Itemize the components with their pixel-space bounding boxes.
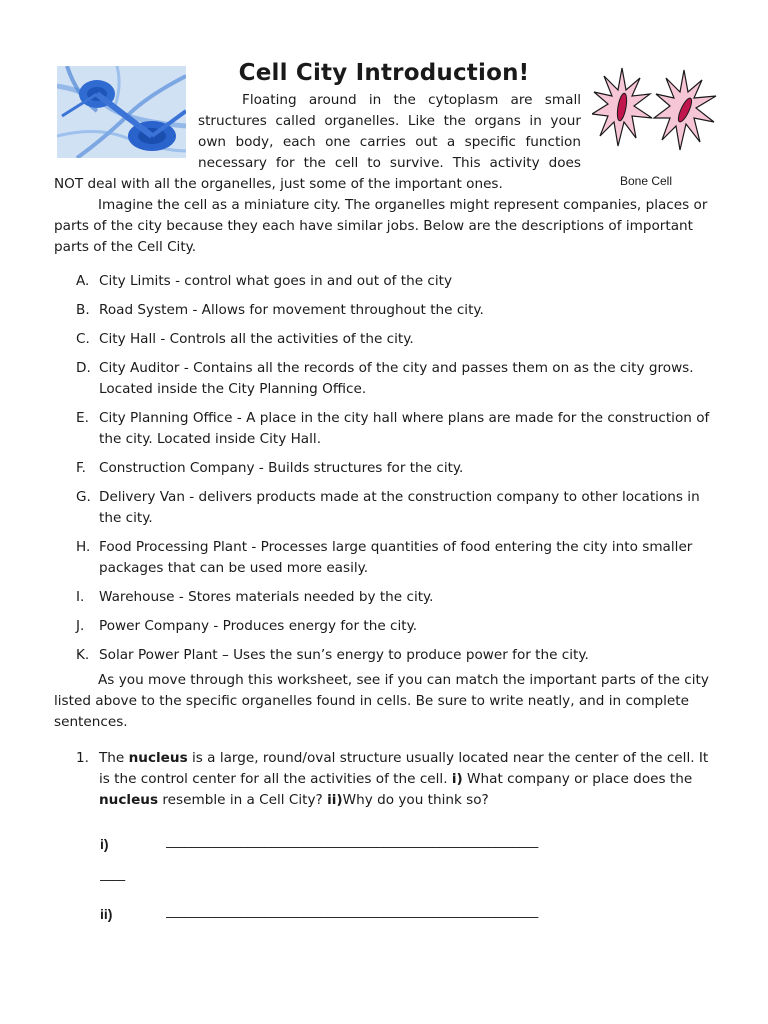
list-letter: K.: [76, 647, 90, 663]
list-letter: G.: [76, 489, 91, 505]
list-item: [54, 458, 714, 479]
list-item: [54, 271, 714, 292]
list-text: Food Processing Plant - Processes large quantities of food entering the city into smaller packages that can be used more easily.: [99, 539, 693, 576]
imagine-paragraph: Imagine the cell as a miniature city. The organelles might represent companies, places or parts of the city because they each have similar jobs. Below are the descriptions of important parts of the Cell City.: [54, 197, 708, 255]
list-item: [54, 300, 714, 321]
list-letter: A.: [76, 273, 90, 289]
list-text: Road System - Allows for movement throughout the city.: [99, 302, 484, 318]
list-letter: D.: [76, 360, 91, 376]
answer-ii-line[interactable]: ____________________________________________________________: [166, 904, 539, 919]
bone-cell-caption: Bone Cell: [619, 174, 673, 188]
instructions-paragraph: As you move through this worksheet, see if you can match the important parts of the city listed above to the specific organelles found in cells. Be sure to write neatly, and in complete sentences.: [54, 672, 709, 730]
list-letter: I.: [76, 589, 85, 605]
list-item: [54, 645, 714, 666]
neuron-micrograph-image: [57, 66, 186, 158]
question-text-part: is a large, round/oval structure usually located near the center of the cell. It is the control center for all the activities of the cell.: [99, 750, 709, 787]
list-letter: E.: [76, 410, 89, 426]
question-marker-i: i): [451, 771, 463, 787]
answer-i-label: i): [100, 836, 109, 852]
list-letter: J.: [76, 618, 85, 634]
page-title: Cell City Introduction!: [238, 60, 530, 86]
question-number: 1.: [76, 750, 89, 766]
question-marker-ii: ii): [327, 792, 343, 808]
list-text: Solar Power Plant – Uses the sun’s energy to produce power for the city.: [99, 647, 589, 663]
list-item: [54, 358, 714, 400]
intro-line-1: Floating around in the cytoplasm are small: [242, 92, 581, 108]
list-text: City Auditor - Contains all the records of the city and passes them on as the city grows. Located inside the City Planning Office.: [99, 360, 694, 397]
list-letter: F.: [76, 460, 86, 476]
question-text-part: What company or place does the: [462, 771, 693, 787]
question-text-part: resemble in a Cell City?: [158, 792, 328, 808]
list-letter: H.: [76, 539, 91, 555]
question-1: [54, 748, 714, 811]
question-keyword: nucleus: [99, 792, 159, 808]
list-item: [54, 408, 714, 450]
list-text: City Hall - Controls all the activities of the city.: [99, 331, 414, 347]
answer-i-line[interactable]: ____________________________________________________________: [166, 834, 539, 849]
question-text-part: The: [99, 750, 129, 766]
list-text: Warehouse - Stores materials needed by the city.: [99, 589, 434, 605]
list-text: City Planning Office - A place in the city hall where plans are made for the construction of the city. Located inside City Hall.: [99, 410, 710, 447]
intro-last-line: NOT deal with all the organelles, just some of the important ones.: [54, 176, 503, 192]
intro-line-3: own body, each one carries out a specific function: [198, 134, 581, 150]
list-text: Construction Company - Builds structures for the city.: [99, 460, 464, 476]
intro-paragraph: [198, 90, 581, 174]
list-letter: B.: [76, 302, 90, 318]
list-item: [54, 616, 714, 637]
answer-ii-label: ii): [100, 906, 113, 922]
list-text: Delivery Van - delivers products made at the construction company to other locations in the city.: [99, 489, 700, 526]
city-parts-list: [54, 271, 714, 674]
intro-line-4: necessary for the cell to survive. This activity does: [198, 155, 581, 171]
question-text: [54, 748, 714, 811]
list-item: [54, 587, 714, 608]
list-text: Power Company - Produces energy for the city.: [99, 618, 418, 634]
question-keyword: nucleus: [128, 750, 188, 766]
bone-cell-image: [592, 60, 720, 160]
question-text-part: Why do you think so?: [342, 792, 489, 808]
list-item: [54, 329, 714, 350]
answer-i-line-continued[interactable]: ____: [100, 867, 125, 882]
list-letter: C.: [76, 331, 90, 347]
list-item: [54, 537, 714, 579]
intro-line-2: structures called organelles. Like the organs in your: [198, 113, 581, 129]
list-text: City Limits - control what goes in and out of the city: [99, 273, 453, 289]
list-item: [54, 487, 714, 529]
